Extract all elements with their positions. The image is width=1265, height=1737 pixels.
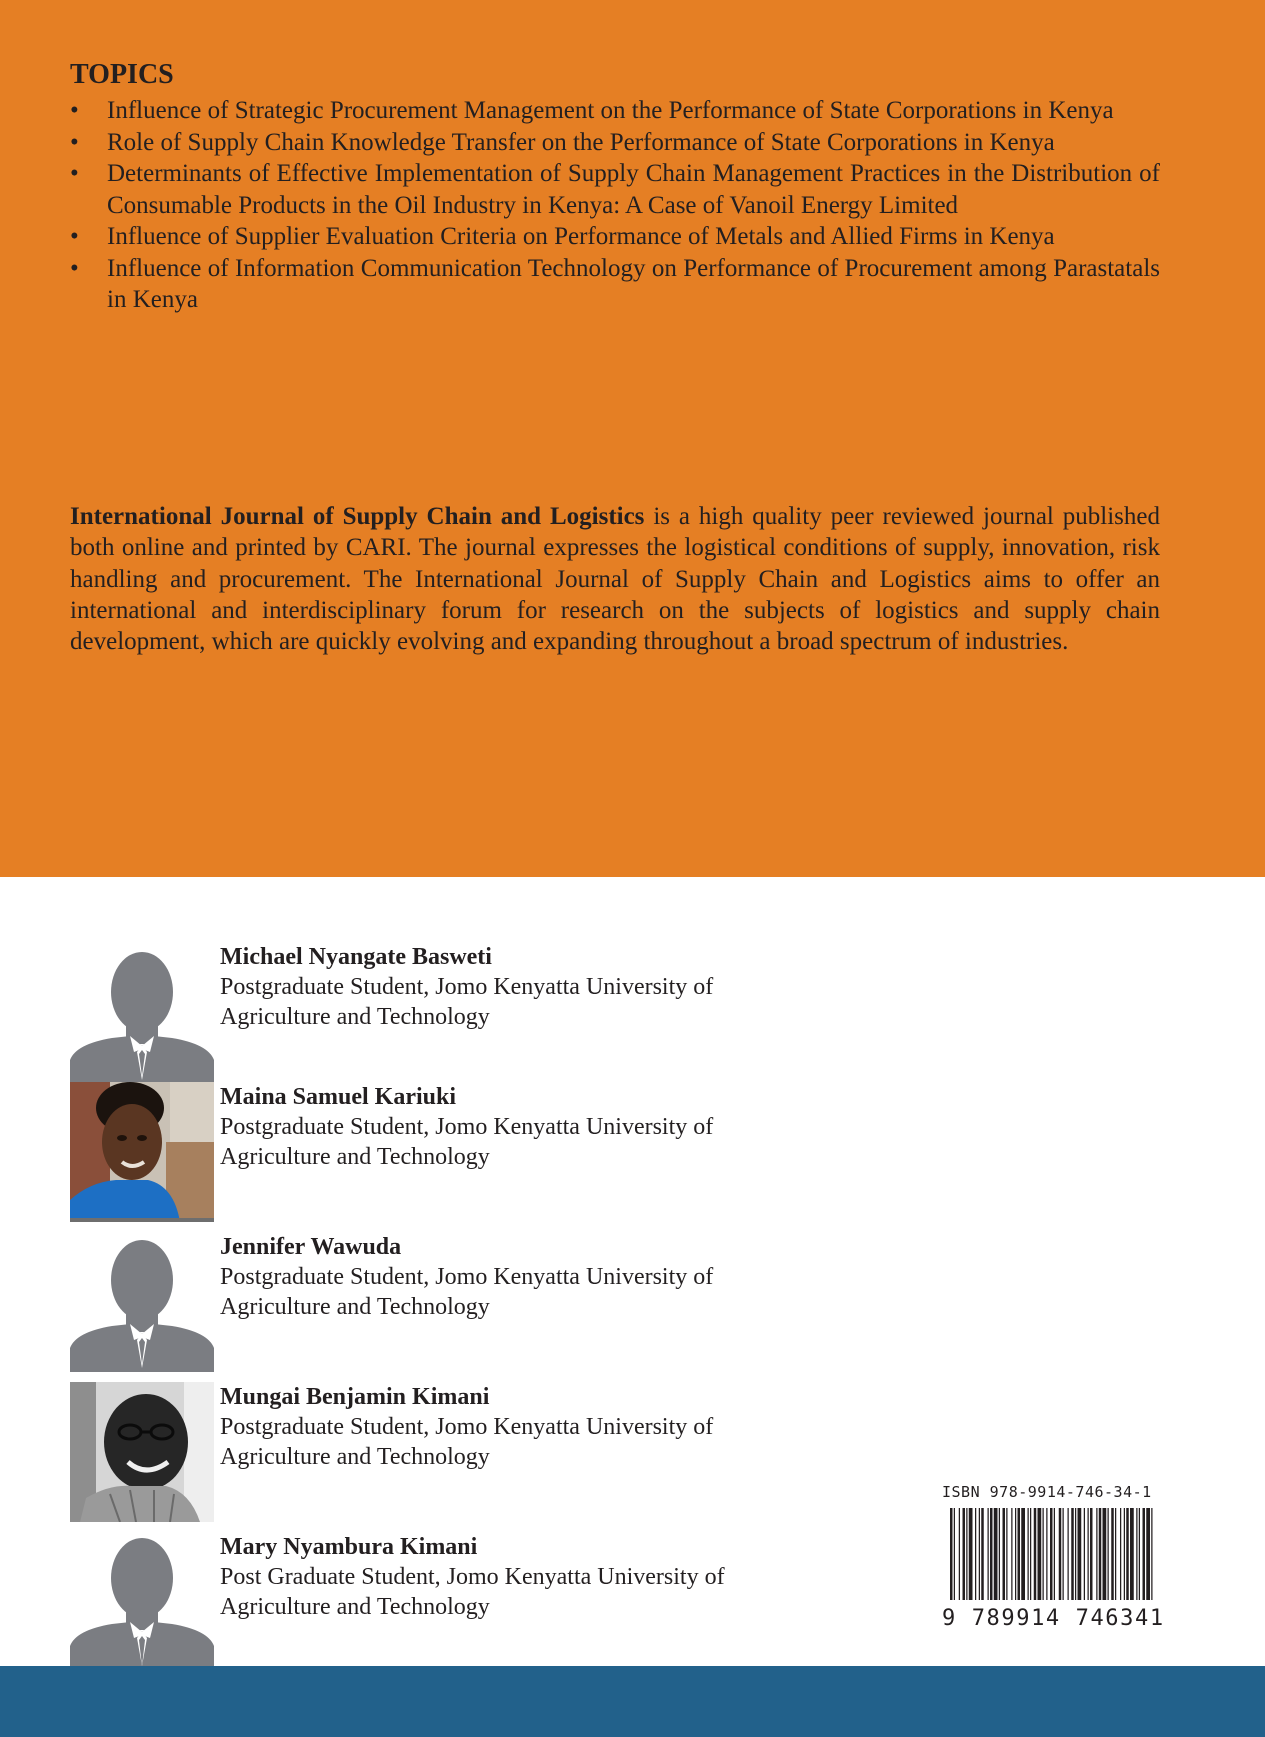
topic-item: • Determinants of Effective Implementation of Supply Chain Management Practices in the Distribution of Consumable Products in the Oil Industry in Kenya: A Case of Vanoil Energy Limited [70, 160, 1160, 219]
bullet-icon: • [70, 254, 79, 282]
barcode-icon [942, 1508, 1162, 1600]
author-name: Michael Nyangate Basweti [220, 944, 492, 970]
portrait-photo [70, 1382, 214, 1522]
portrait-photo [70, 1082, 214, 1222]
topic-item: • Influence of Supplier Evaluation Criteria on Performance of Metals and Allied Firms in Kenya [70, 221, 1160, 253]
author-affiliation: Postgraduate Student, Jomo Kenyatta University of Agriculture and Technology [220, 1264, 714, 1320]
barcode-digits: 9 789914 746341 [942, 1606, 1165, 1631]
journal-name: International Journal of Supply Chain and Logistics [70, 503, 645, 530]
author-affiliation: Postgraduate Student, Jomo Kenyatta University of Agriculture and Technology [220, 1414, 714, 1470]
bullet-icon: • [70, 97, 79, 124]
footer-bar [0, 1666, 1265, 1737]
topic-item: • Influence of Information Communication Technology on Performance of Procurement among Parastatals in Kenya [70, 254, 1160, 313]
author-affiliation: Postgraduate Student, Jomo Kenyatta University of Agriculture and Technology [220, 974, 714, 1030]
silhouette-icon [70, 1232, 214, 1372]
author-name: Jennifer Wawuda [220, 1234, 402, 1260]
author-card [70, 1532, 970, 1666]
bullet-icon: • [70, 160, 79, 187]
author-name: Mungai Benjamin Kimani [220, 1384, 490, 1410]
author-name: Maina Samuel Kariuki [220, 1084, 457, 1110]
isbn-label: ISBN 978-9914-746-34-1 [942, 1483, 1152, 1501]
author-affiliation: Postgraduate Student, Jomo Kenyatta University of Agriculture and Technology [220, 1114, 714, 1170]
journal-description-text: is a high quality peer reviewed journal published both online and printed by CARI. The journal expresses the logistical conditions of supply, innovation, risk handling and procurement. The International Journal of Supply Chain and Logistics aims to offer an international and interdisciplinary forum for research on the subjects of logistics and supply chain development, which are quickly evolving and expanding throughout a broad spectrum of industries. [70, 503, 1160, 656]
journal-description [70, 501, 1160, 657]
topic-item: • Influence of Strategic Procurement Management on the Performance of State Corporations in Kenya [70, 95, 1160, 127]
topics-list [70, 95, 1160, 316]
author-card [70, 1082, 970, 1227]
bullet-icon: • [70, 223, 79, 250]
author-name: Mary Nyambura Kimani [220, 1534, 478, 1560]
bullet-icon: • [70, 128, 79, 156]
silhouette-icon [70, 942, 214, 1082]
author-card [70, 942, 970, 1087]
author-card [70, 1382, 970, 1527]
silhouette-icon [70, 1532, 214, 1666]
topics-heading: TOPICS [70, 59, 174, 90]
topic-item: • Role of Supply Chain Knowledge Transfer on the Performance of State Corporations in Kenya [70, 127, 1160, 159]
author-affiliation: Post Graduate Student, Jomo Kenyatta University of Agriculture and Technology [220, 1564, 725, 1620]
author-card [70, 1232, 970, 1377]
